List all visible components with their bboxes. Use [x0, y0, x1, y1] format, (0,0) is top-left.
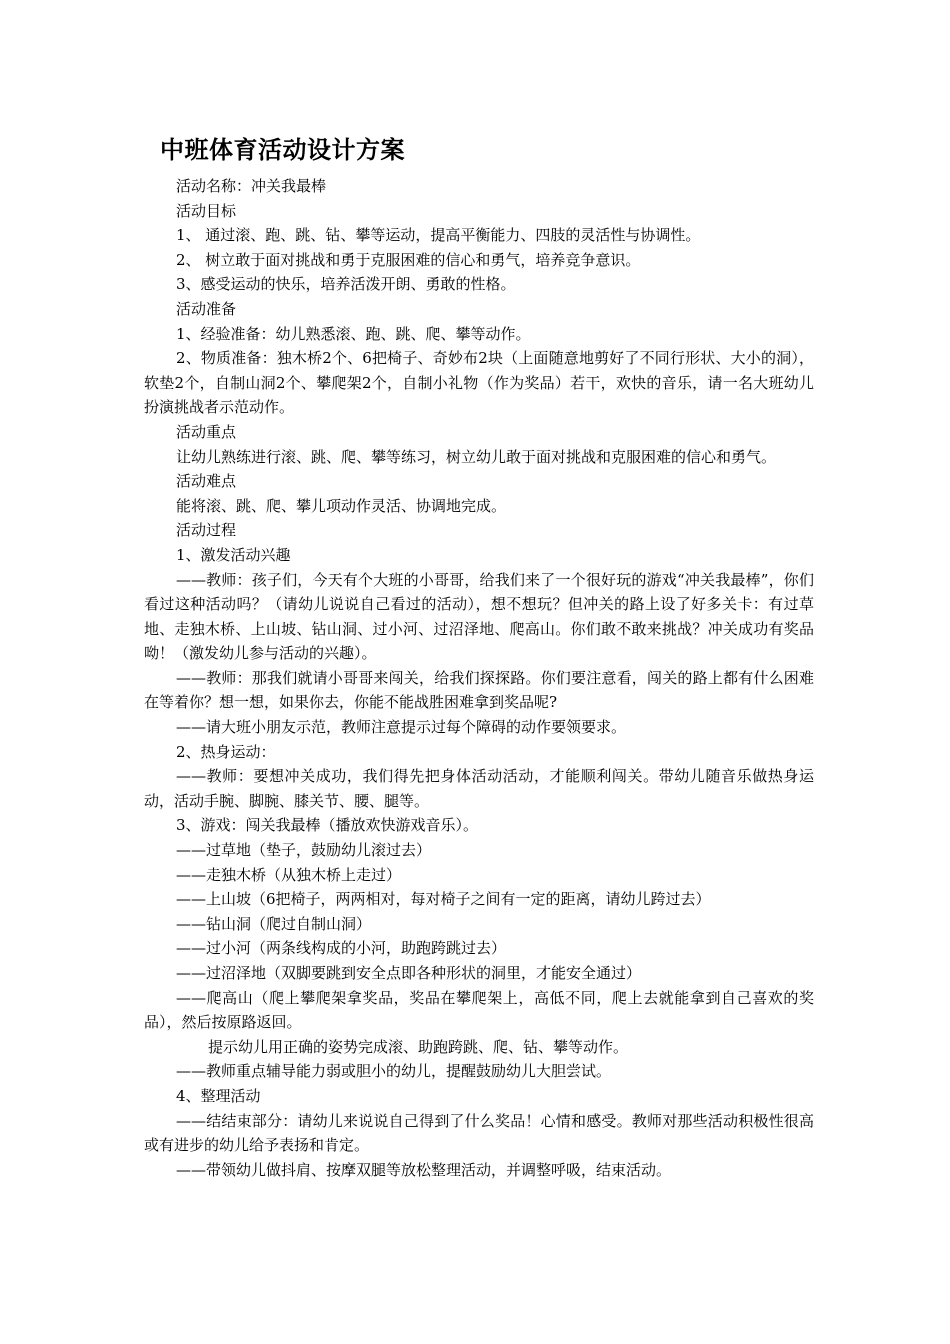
process-paragraph: ——教师重点辅导能力弱或胆小的幼儿，提醒鼓励幼儿大胆尝试。	[176, 1062, 612, 1081]
heading-activity-focus: 活动重点	[176, 422, 237, 441]
process-paragraph: ——带领幼儿做抖肩、按摩双腿等放松整理活动，并调整呼吸，结束活动。	[176, 1160, 672, 1179]
heading-activity-goals: 活动目标	[176, 201, 237, 220]
document-title: 中班体育活动设计方案	[160, 136, 405, 164]
goal-item-3: 3、感受运动的快乐，培养活泼开朗、勇敢的性格。	[176, 275, 516, 294]
game-tip: 提示幼儿用正确的姿势完成滚、助跑跨跳、爬、钻、攀等动作。	[208, 1037, 629, 1056]
heading-activity-preparation: 活动准备	[176, 299, 237, 318]
paragraph-activity-difficulty: 能将滚、跳、爬、攀儿项动作灵活、协调地完成。	[176, 496, 507, 515]
process-step-1: 1、激发活动兴趣	[176, 545, 291, 564]
game-item: ——走独木桥（从独木桥上走过）	[176, 865, 402, 884]
preparation-item-1: 1、经验准备：幼儿熟悉滚、跑、跳、爬、攀等动作。	[176, 324, 531, 343]
process-step-4: 4、整理活动	[176, 1086, 261, 1105]
heading-activity-process: 活动过程	[176, 521, 237, 540]
process-step-3: 3、游戏：闯关我最棒（播放欢快游戏音乐）。	[176, 816, 479, 835]
paragraph-activity-name: 活动名称：冲关我最棒	[176, 177, 327, 195]
game-item: ——爬高山（爬上攀爬架拿奖品，奖品在攀爬架上，高低不同，爬上去就能拿到自己喜欢的奖品），然后按原路返回。	[144, 988, 814, 1032]
process-paragraph: ——请大班小朋友示范，教师注意提示过每个障碍的动作要领要求。	[176, 718, 627, 737]
heading-activity-difficulty: 活动难点	[176, 472, 237, 491]
process-paragraph: ——教师：那我们就请小哥哥来闯关，给我们探探路。你们要注意看，闯关的路上都有什么困难在等着你？想一想，如果你去，你能不能战胜困难拿到奖品呢?	[144, 668, 814, 712]
goal-item-2: 2、 树立敢于面对挑战和勇于克服困难的信心和勇气，培养竞争意识。	[176, 250, 641, 269]
goal-item-1: 1、 通过滚、跑、跳、钻、攀等运动，提高平衡能力、四肢的灵活性与协调性。	[176, 226, 701, 245]
paragraph-activity-focus: 让幼儿熟练进行滚、跳、爬、攀等练习，树立幼儿敢于面对挑战和克服困难的信心和勇气。	[176, 447, 777, 466]
document-body	[144, 174, 814, 1182]
process-paragraph: ——教师：孩子们，今天有个大班的小哥哥，给我们来了一个很好玩的游戏“冲关我最棒”，你们看过这种活动吗？（请幼儿说说自己看过的活动），想不想玩？但冲关的路上设了好多关卡：有过草地、走独木桥、上山坡、钻山洞、过小河、过沼泽地、爬高山。你们敢不敢来挑战？冲关成功有奖品呦！（激发幼儿参与活动的兴趣）。	[144, 570, 814, 663]
preparation-item-2: 2、物质准备：独木桥2个、6把椅子、奇妙布2块（上面随意地剪好了不同行形状、大小的洞），软垫2个，自制山洞2个、攀爬架2个，自制小礼物（作为奖品）若干，欢快的音乐，请一名大班幼儿扮演挑战者示范动作。	[144, 349, 814, 417]
game-item: ——过草地（垫子，鼓励幼儿滚过去）	[176, 841, 432, 860]
game-item: ——过沼泽地（双脚要跳到安全点即各种形状的洞里，才能安全通过）	[176, 964, 642, 982]
game-item: ——过小河（两条线构成的小河，助跑跨跳过去）	[176, 939, 507, 958]
process-paragraph: ——结结束部分：请幼儿来说说自己得到了什么奖品！心情和感受。教师对那些活动积极性很高或有进步的幼儿给予表扬和肯定。	[144, 1111, 814, 1155]
game-item: ——上山坡（6把椅子，两两相对，每对椅子之间有一定的距离，请幼儿跨过去）	[176, 890, 711, 909]
game-item: ——钻山洞（爬过自制山洞）	[176, 914, 372, 933]
process-step-2: 2、热身运动：	[176, 742, 276, 761]
process-paragraph: ——教师：要想冲关成功，我们得先把身体活动活动，才能顺利闯关。带幼儿随音乐做热身运动，活动手腕、脚腕、膝关节、腰、腿等。	[144, 767, 814, 810]
